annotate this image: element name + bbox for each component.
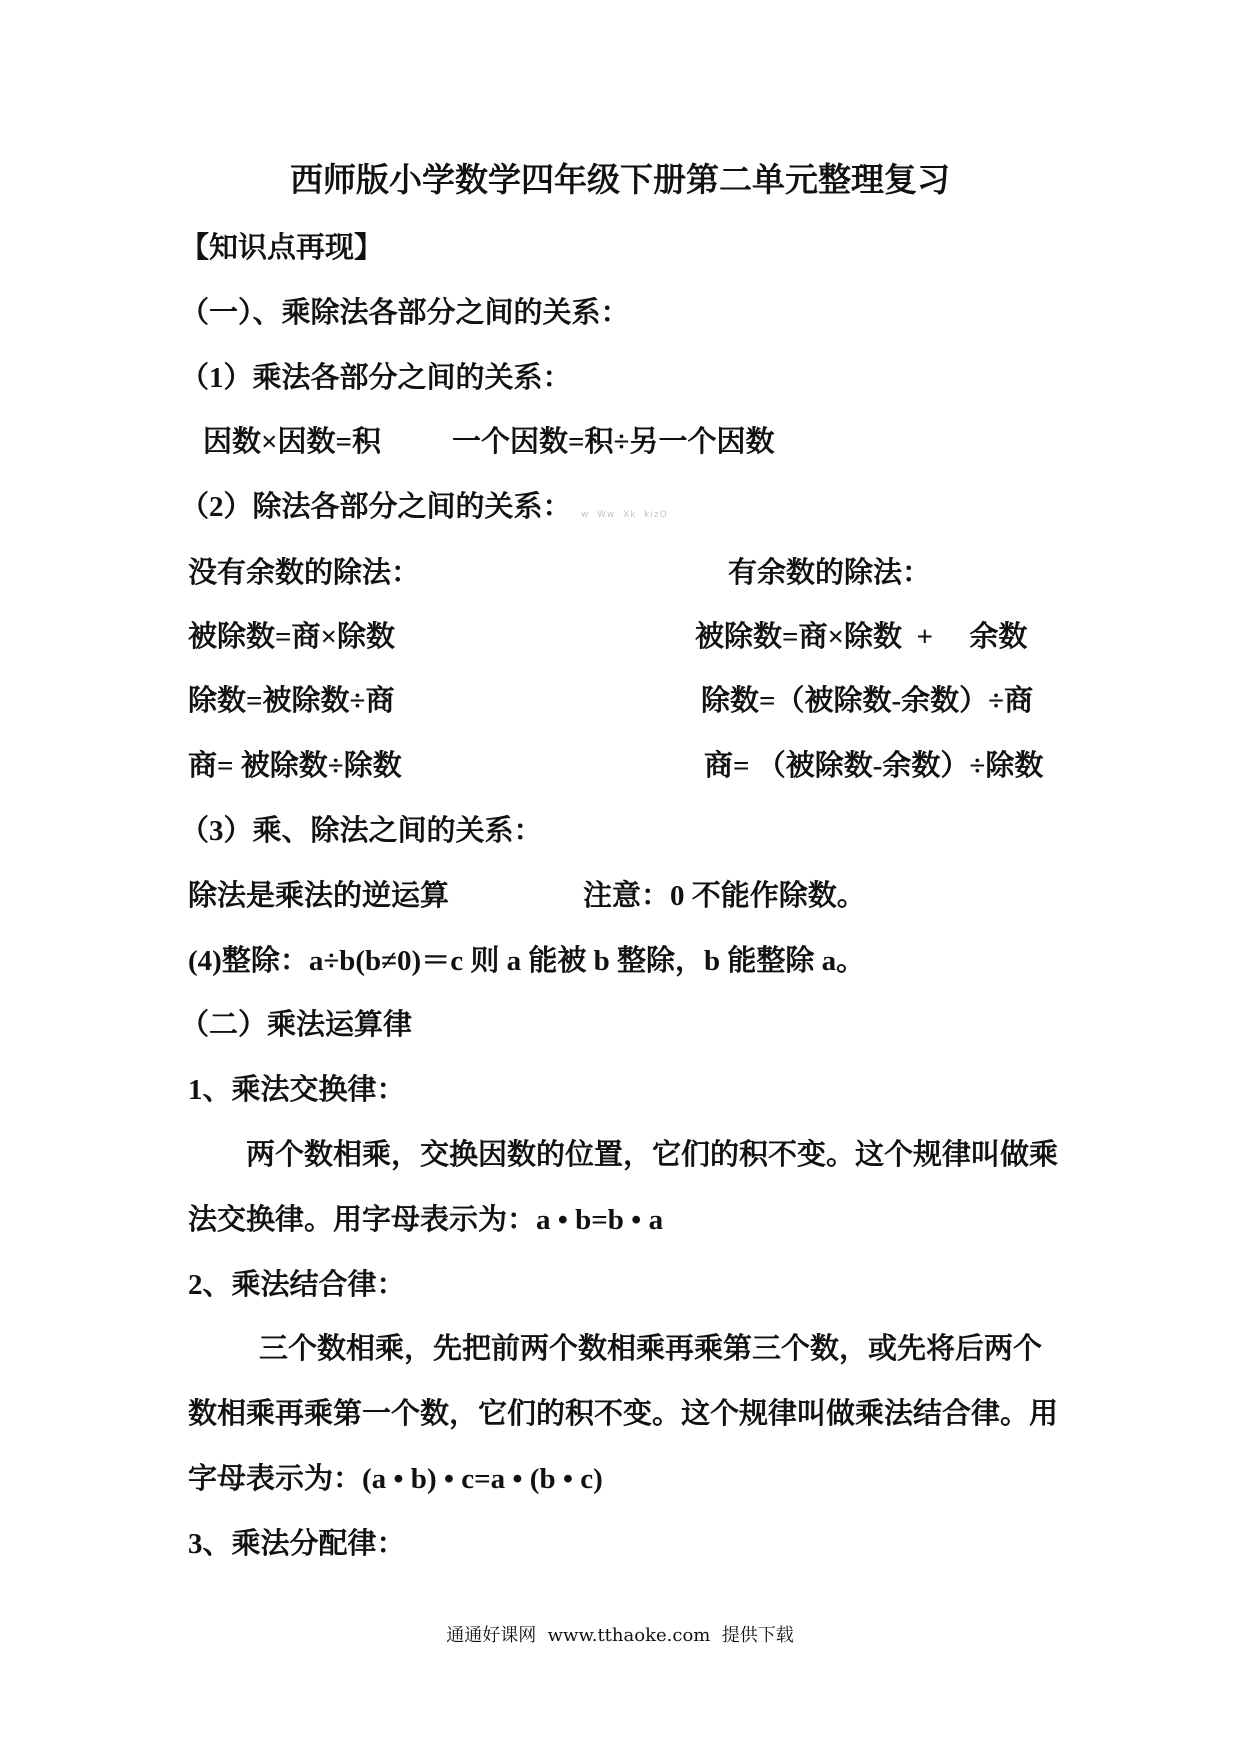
page-footer: 通通好课网 www.tthaoke.com 提供下载 — [446, 1625, 794, 1646]
section-heading-knowledge-review: 【知识点再现】 — [180, 232, 384, 264]
part-one-heading: （一）、乘除法各部分之间的关系： — [180, 297, 630, 329]
divisibility-statement: (4)整除：a÷b(b≠0)＝c 则 a 能被 b 整除，b 能整除 a。 — [188, 945, 866, 977]
associative-law-text-line: 字母表示为：(a • b) • c=a • (b • c) — [188, 1463, 603, 1495]
multiplication-relations-heading: （1）乘法各部分之间的关系： — [180, 362, 572, 394]
document-title: 西师版小学数学四年级下册第二单元整理复习 — [290, 163, 950, 199]
inverse-operation-statement: 除法是乘法的逆运算 — [188, 880, 450, 912]
remainder-formula-dividend: 被除数=商×除数 + 余数 — [695, 621, 1028, 653]
multiplication-product-formula: 因数×因数=积 — [203, 426, 382, 458]
commutative-law-text-line: 法交换律。用字母表示为：a • b=b • a — [188, 1204, 664, 1236]
associative-law-heading: 2、乘法结合律： — [188, 1269, 406, 1301]
distributive-law-heading: 3、乘法分配律： — [188, 1528, 406, 1560]
remainder-division-heading: 有余数的除法： — [728, 557, 932, 589]
no-remainder-division-heading: 没有余数的除法： — [188, 557, 421, 589]
zero-divisor-note: 注意：0 不能作除数。 — [583, 880, 866, 912]
multiplication-division-relation-heading: （3）乘、除法之间的关系： — [180, 815, 543, 847]
commutative-law-heading: 1、乘法交换律： — [188, 1074, 406, 1106]
division-relations-heading: （2）除法各部分之间的关系： — [180, 491, 572, 523]
multiplication-factor-formula: 一个因数=积÷另一个因数 — [452, 426, 775, 458]
no-remainder-formula-dividend: 被除数=商×除数 — [188, 621, 396, 653]
no-remainder-formula-divisor: 除数=被除数÷商 — [188, 685, 395, 717]
associative-law-text-line: 数相乘再乘第一个数，它们的积不变。这个规律叫做乘法结合律。用 — [188, 1398, 1059, 1430]
associative-law-text-line: 三个数相乘，先把前两个数相乘再乘第三个数，或先将后两个 — [259, 1333, 1043, 1365]
commutative-law-text-line: 两个数相乘，交换因数的位置，它们的积不变。这个规律叫做乘 — [246, 1139, 1059, 1171]
remainder-formula-quotient: 商= （被除数-余数）÷除数 — [704, 750, 1044, 782]
part-two-heading: （二）乘法运算律 — [180, 1009, 413, 1041]
remainder-formula-divisor: 除数=（被除数-余数）÷商 — [701, 685, 1034, 717]
no-remainder-formula-quotient: 商= 被除数÷除数 — [188, 750, 402, 782]
faint-watermark-text: w Ww Xk kizO — [581, 510, 668, 520]
